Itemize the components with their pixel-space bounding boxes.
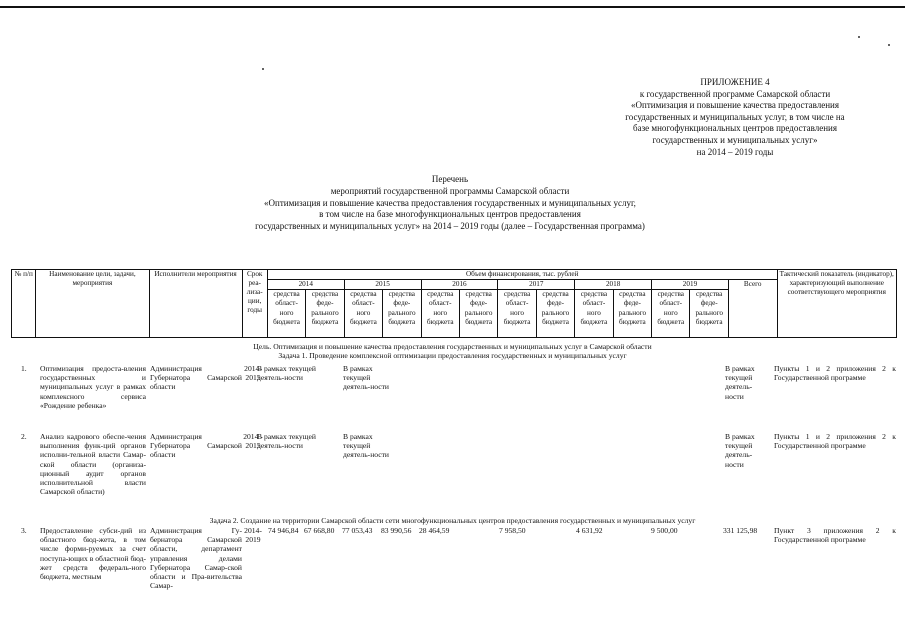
header-regional-funds: средства област-ного бюджета [267,290,305,338]
heading-line: мероприятий государственной программы Самарской области [330,185,570,196]
appendix-block [585,77,885,158]
header-federal-funds: средства феде-рального бюджета [383,290,421,338]
header-federal-funds: средства феде-рального бюджета [613,290,651,338]
row-funding-2015: В рамках текущей деятель-ности [343,432,390,460]
row-name: Оптимизация предоста-вления государственных и муниципальных услуг в рамках комплексного сервиса «Рождение ребенка» [40,364,146,410]
task-2-row: Задача 2. Создание на территории Самарской области сети многофункциональных центров предоставления государственных и муниципальных услуг [209,516,696,525]
row-funding-2014: В рамках текущей деятель-ности [257,364,316,383]
row-executor: Администрация Губернатора Самарской области [150,432,242,460]
row-term: 2014-2015 [244,364,262,383]
header-name: Наименование цели, задачи, мероприятия [36,270,149,338]
row-name: Предоставление субси-дий из областного бюд-жета, в том числе форми-руемых за счет поступа-ющих в областной бюд-жет средств федераль-ного бюджета, местным [40,526,146,582]
header-federal-funds: средства феде-рального бюджета [690,290,728,338]
row-indicator: Пункты 1 и 2 приложения 2 к Государственной программе [774,364,896,383]
header-total: Всего [728,280,777,338]
scan-speck [888,44,890,46]
appendix-line: к государственной программе Самарской области [639,88,831,99]
row-funding-2015: В рамках текущей деятель-ности [343,364,390,392]
header-indicator: Тактический показатель (индикатор), характеризующий выполнение соответствующего мероприятия [777,270,896,338]
scan-speck [262,68,264,70]
header-regional-funds: средства област-ного бюджета [498,290,536,338]
appendix-line: «Оптимизация и повышение качества предоставления [631,100,839,111]
scan-speck [858,36,860,38]
header-year-2019: 2019 [652,280,729,290]
header-year-2015: 2015 [344,280,421,290]
heading-line: «Оптимизация и повышение качества предоставления государственных и муниципальных услуг, [264,197,636,208]
row-total: В рамках текущей деятель-ности [725,364,755,401]
heading-title: Перечень [431,174,469,184]
header-year-2016: 2016 [421,280,498,290]
header-num: № п/п [12,270,36,338]
header-federal-funds: средства феде-рального бюджета [536,290,574,338]
header-regional-funds: средства област-ного бюджета [652,290,690,338]
appendix-line: государственных и муниципальных услуг, в том числе на [625,111,845,122]
document-heading [180,174,720,233]
row-regional-2016: 28 464,59 [419,526,450,535]
header-federal-funds: средства феде-рального бюджета [459,290,497,338]
row-indicator: Пункт 3 приложения 2 к Государственной программе [774,526,896,545]
row-regional-2017: 7 958,50 [499,526,526,535]
row-total: В рамках текущей деятель-ности [725,432,755,469]
row-num: 2. [21,432,27,441]
header-year-2017: 2017 [498,280,575,290]
row-indicator: Пункты 1 и 2 приложения 2 к Государственной программе [774,432,896,451]
header-year-2018: 2018 [575,280,652,290]
row-num: 3. [21,526,27,535]
row-funding-2014: В рамках текущей деятель-ности [257,432,316,451]
appendix-line: государственных и муниципальных услуг» [652,134,818,145]
header-federal-funds: средства феде-рального бюджета [306,290,344,338]
top-border-line [0,6,905,8]
row-regional-2015: 77 053,43 [342,526,373,535]
row-regional-2019: 9 500,00 [651,526,678,535]
header-year-2014: 2014 [267,280,344,290]
header-regional-funds: средства област-ного бюджета [575,290,613,338]
row-num: 1. [21,364,27,373]
heading-line: в том числе на базе многофункциональных центров предоставления [319,209,581,220]
row-total: 331 125,98 [723,526,758,535]
row-executor: Администрация Губернатора Самарской области [150,364,242,392]
heading-line: государственных и муниципальных услуг» на 2014 – 2019 годы (далее – Государственная программа) [255,221,645,232]
header-executors: Исполнители мероприятия [149,270,242,338]
row-federal-2014: 67 668,80 [304,526,335,535]
appendix-line: базе многофункциональных центров предоставления [633,123,837,134]
row-regional-2018: 4 631,92 [576,526,603,535]
row-executor: Администрация Гу-бернатора Самарской области, департамент управления делами Губернатора Самар-ской области и Пра-вительства Самар- [150,526,242,591]
appendix-line: на 2014 – 2019 годы [696,146,774,157]
row-term: 2014 - 2015 [243,432,263,451]
header-funding: Объем финансирования, тыс. рублей [267,270,777,280]
row-federal-2015: 83 990,56 [381,526,412,535]
task-1-row: Задача 1. Проведение комплексной оптимизации предоставления государственных и муниципальных услуг [278,351,627,360]
appendix-title: ПРИЛОЖЕНИЕ 4 [700,77,770,87]
header-regional-funds: средства област-ного бюджета [344,290,382,338]
header-regional-funds: средства област-ного бюджета [421,290,459,338]
row-regional-2014: 74 946,84 [268,526,299,535]
row-name: Анализ кадрового обеспе-чения выполнения функ-ций органов исполни-тельной власти Самар-ской области (организа-ционный аудит органов исполнительной власти Самарской области) [40,432,146,497]
row-term: 2014-2019 [244,526,262,545]
header-term: Срок реа-лиза-ции, годы [242,270,267,338]
goal-row: Цель. Оптимизация и повышение качества предоставления государственных и муниципальных услуг в Самарской области [253,342,652,351]
table-header [11,269,897,338]
